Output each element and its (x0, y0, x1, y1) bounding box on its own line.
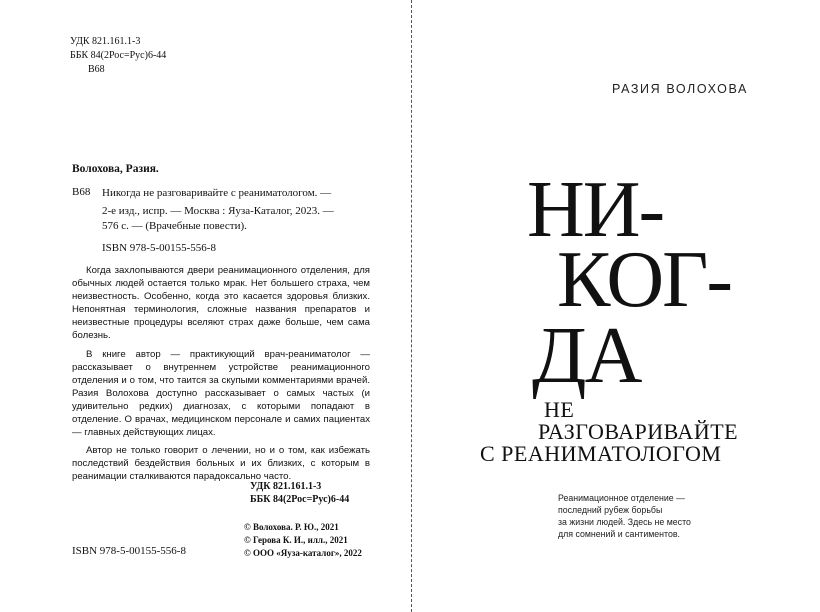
isbn-bottom: ISBN 978-5-00155-556-8 (72, 545, 186, 557)
copyright-2: © Герова К. И., илл., 2021 (244, 535, 348, 545)
bottom-udk-code: УДК 821.161.1-3 (250, 481, 322, 492)
subtitle-line-3: С РЕАНИМАТОЛОГОМ (480, 441, 722, 466)
subtitle-line-1: НЕ (544, 397, 575, 422)
page-divider (411, 0, 412, 612)
bib-line-2: 2-е изд., испр. — Москва : Яуза-Каталог, 2023. — (102, 205, 334, 217)
title-line-3: ДА (532, 312, 641, 400)
title-line-2: КОГ- (557, 236, 732, 324)
subtitle-line-2: РАЗГОВАРИВАЙТЕ (538, 419, 739, 444)
copyright-1: © Волохова. Р. Ю., 2021 (244, 522, 339, 532)
bbk-code: ББК 84(2Рос=Рус)6-44 (70, 50, 167, 61)
cover-author: РАЗИЯ ВОЛОХОВА (612, 82, 748, 96)
title-line-1: НИ- (527, 166, 664, 254)
bottom-bbk-code: ББК 84(2Рос=Рус)6-44 (250, 494, 350, 505)
annotation-paragraph-1: Когда захлопываются двери реанимационного отделения, для обычных людей остается только мрак. Нет большего страха, чем неизвестность. Особенно, когда это касается здоровья близких. Непонятная терминология, сложные названия препаратов и неизвестные процедуры вселяют страх даже больше, чем сама болезнь. (72, 265, 370, 342)
tagline-line-4: для сомнений и сантиментов. (558, 529, 680, 539)
copyright-3: © ООО «Яуза-каталог», 2022 (244, 548, 362, 558)
bbk-mark: В68 (72, 186, 91, 198)
author-heading: Волохова, Разия. (72, 163, 159, 175)
isbn-line: ISBN 978-5-00155-556-8 (102, 242, 216, 254)
tagline-line-3: за жизни людей. Здесь не место (558, 517, 691, 527)
bib-line-1: Никогда не разговаривайте с реаниматологом. — (102, 187, 332, 199)
tagline-line-1: Реанимационное отделение — (558, 493, 685, 503)
bib-line-3: 576 с. — (Врачебные повести). (102, 220, 247, 232)
annotation (72, 264, 370, 489)
udk-code: УДК 821.161.1-3 (70, 36, 141, 47)
author-mark: В68 (88, 64, 105, 75)
annotation-paragraph-3: Автор не только говорит о лечении, но и о том, как избежать последствий бездействия больных и их близких, с которым в реанимации сталкиваются парадоксально часто. (72, 445, 370, 483)
annotation-paragraph-2: В книге автор — практикующий врач-реаниматолог — рассказывает о внутреннем устройстве реанимационного отделения и о том, что таится за скупыми комментариями врачей. Разия Волохова доступно рассказывает о самых частых (и удивительно редких) диагнозах, с которыми попадают в отделение. О врачах, медицинском персонале и самих пациентах — главных действующих лицах. (72, 348, 370, 439)
tagline-line-2: последний рубеж борьбы (558, 505, 663, 515)
